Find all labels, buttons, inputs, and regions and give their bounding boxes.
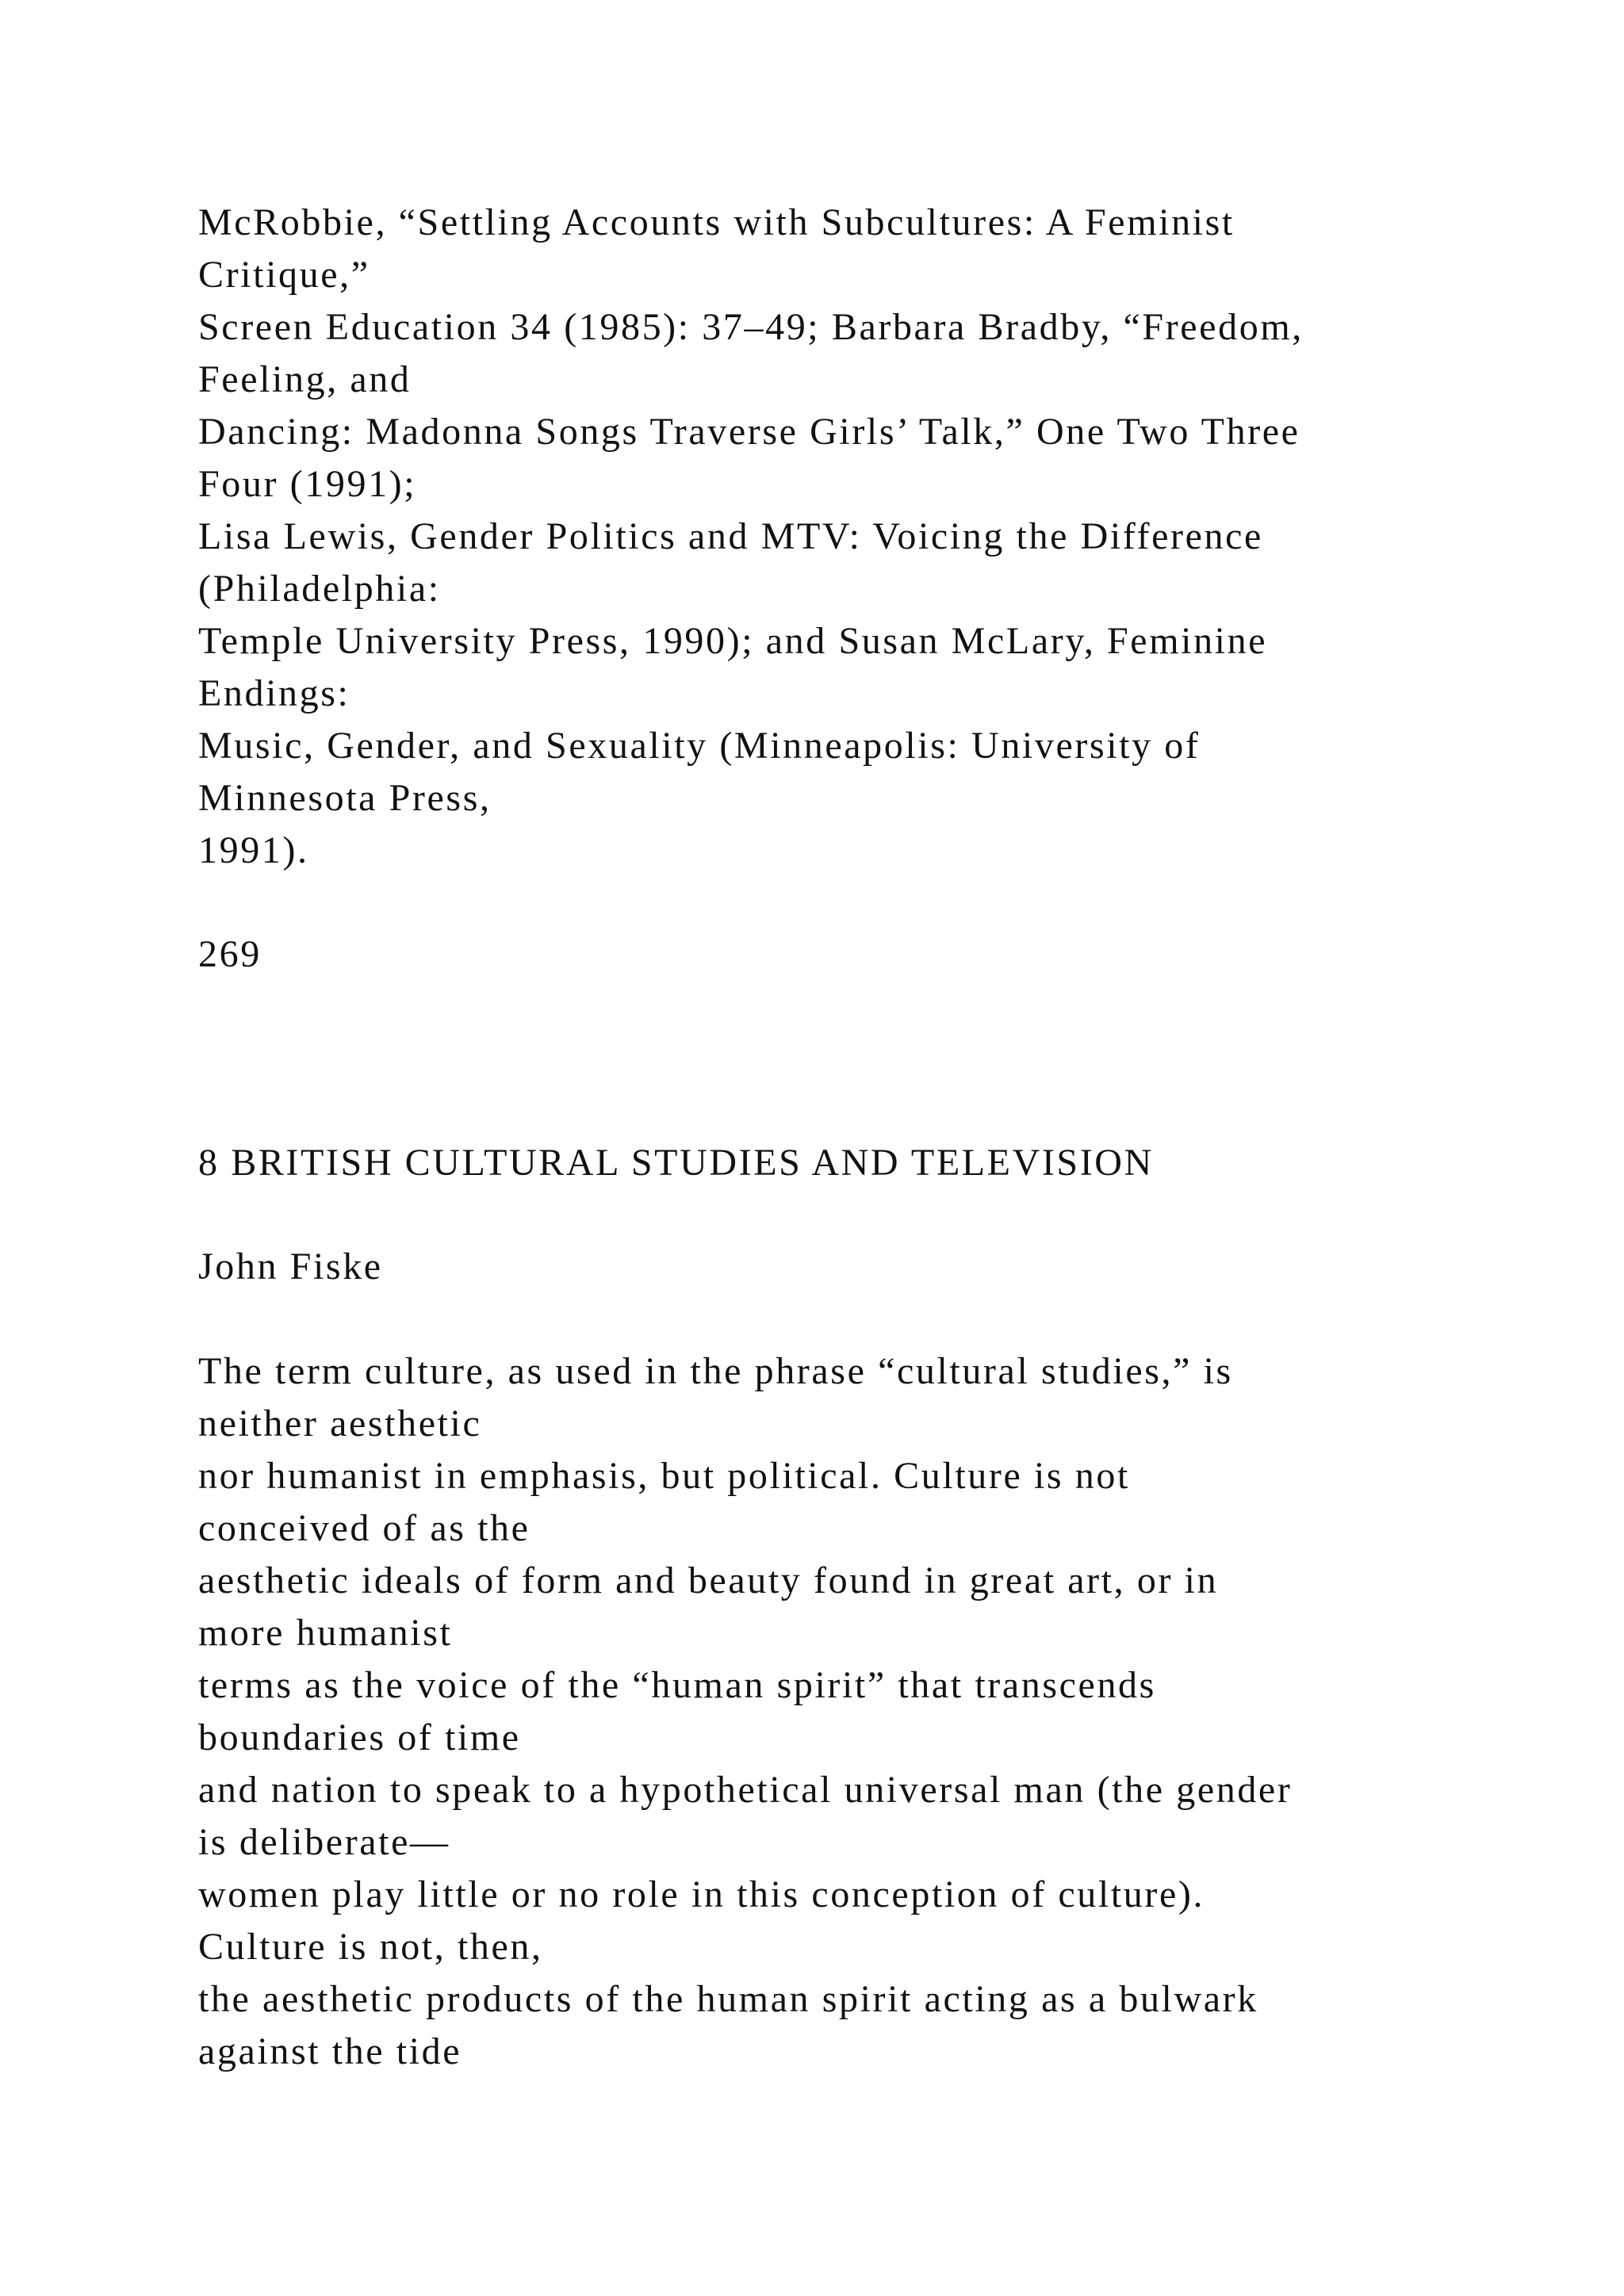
body-line: conceived of as the [198, 1507, 530, 1549]
body-line: the aesthetic products of the human spirit acting as a bulwark [198, 1978, 1258, 2020]
footnote-line: Minnesota Press, [198, 777, 492, 819]
body-paragraph [198, 1345, 1507, 2078]
body-line: and nation to speak to a hypothetical universal man (the gender [198, 1769, 1293, 1811]
footnote-line: Endings: [198, 672, 350, 714]
body-line: is deliberate— [198, 1821, 450, 1863]
body-line: terms as the voice of the “human spirit” that transcends [198, 1664, 1156, 1706]
footnote-text [198, 197, 1507, 877]
footnote-line: Lisa Lewis, Gender Politics and MTV: Voicing the Difference [198, 515, 1263, 557]
footnote-line: Four (1991); [198, 463, 417, 505]
body-line: more humanist [198, 1612, 453, 1654]
footnote-line: 1991). [198, 829, 309, 871]
page-number: 269 [198, 933, 262, 975]
footnote-line: McRobbie, “Settling Accounts with Subcultures: A Feminist [198, 201, 1235, 243]
footnote-line: Screen Education 34 (1985): 37–49; Barbara Bradby, “Freedom, [198, 306, 1304, 348]
author-name: John Fiske [198, 1246, 383, 1288]
footnote-line: (Philadelphia: [198, 568, 441, 610]
chapter-title: 8 BRITISH CULTURAL STUDIES AND TELEVISION [198, 1142, 1154, 1184]
body-line: The term culture, as used in the phrase “cultural studies,” is [198, 1350, 1233, 1392]
footnote-line: Feeling, and [198, 358, 412, 400]
body-line: boundaries of time [198, 1716, 521, 1758]
footnote-line: Dancing: Madonna Songs Traverse Girls’ Talk,” One Two Three [198, 411, 1300, 453]
body-line: women play little or no role in this conception of culture). [198, 1873, 1205, 1915]
body-line: aesthetic ideals of form and beauty found in great art, or in [198, 1559, 1219, 1601]
footnote-line: Music, Gender, and Sexuality (Minneapolis: University of [198, 725, 1201, 767]
body-line: against the tide [198, 2030, 462, 2072]
body-line: nor humanist in emphasis, but political. Culture is not [198, 1455, 1130, 1497]
footnote-line: Critique,” [198, 254, 370, 296]
footnote-line: Temple University Press, 1990); and Susan McLary, Feminine [198, 620, 1268, 662]
body-line: neither aesthetic [198, 1402, 482, 1445]
body-line: Culture is not, then, [198, 1926, 543, 1968]
